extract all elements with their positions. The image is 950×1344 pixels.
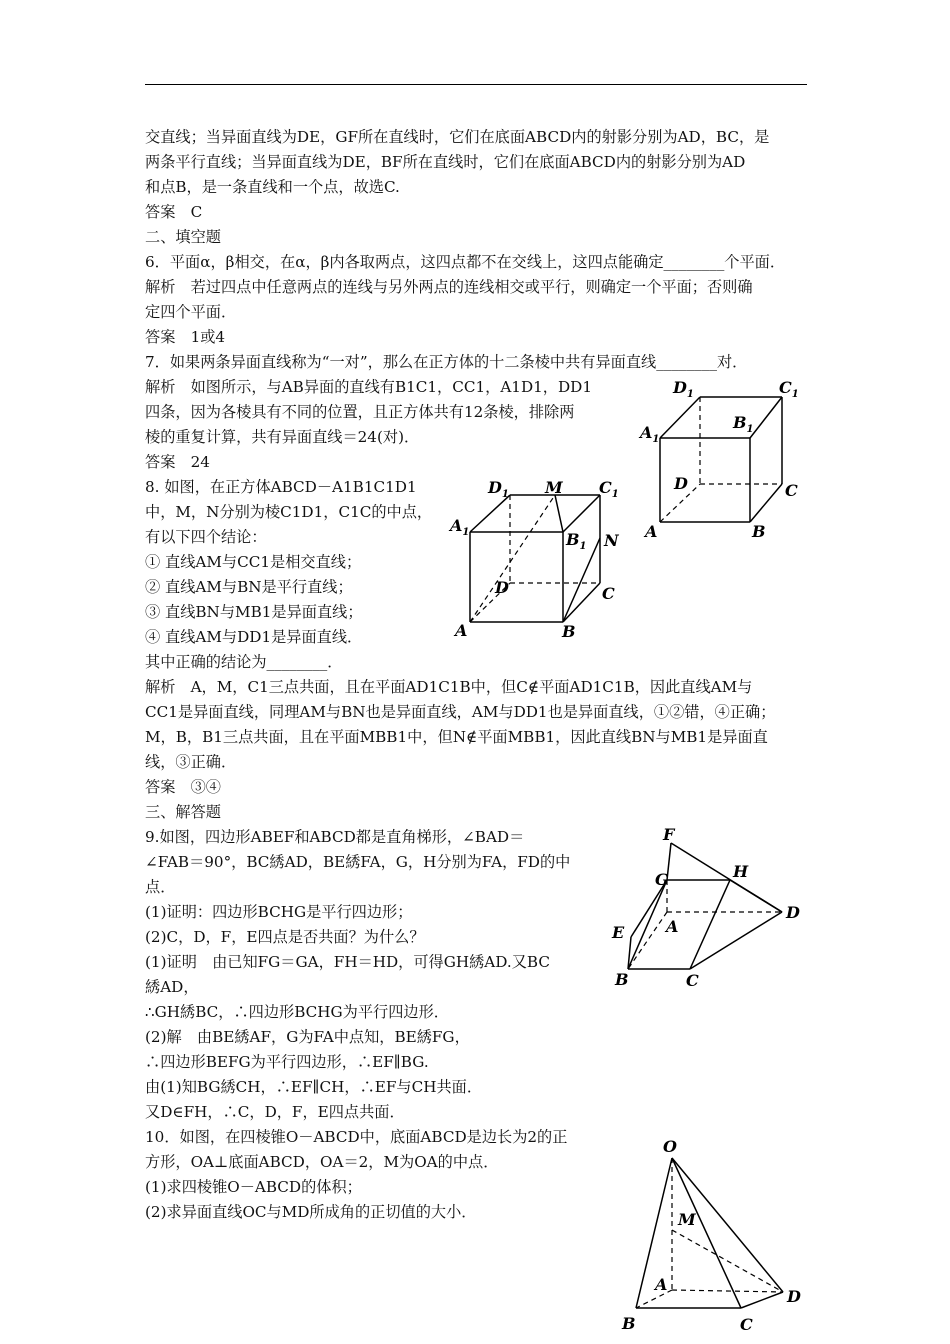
vertex-label: B	[752, 522, 766, 541]
answer-line: 答案 ③④	[145, 778, 221, 796]
text-line: 定四个平面．	[145, 303, 237, 321]
question-6: 6．平面α，β相交，在α，β内各取两点，这四点都不在交线上，这四点能确定________个平面．	[145, 253, 786, 271]
question-8: 8. 如图，在正方体ABCD－A1B1C1D1	[145, 478, 417, 496]
answer-line: 答案 1或4	[145, 328, 226, 346]
vertex-label: $C_1$	[599, 478, 619, 500]
vertex-label: $A_1$	[450, 516, 470, 538]
section-heading: 三、解答题	[145, 803, 221, 821]
text-line: (1)证明：四边形BCHG是平行四边形；	[145, 903, 413, 921]
section-heading: 二、填空题	[145, 228, 221, 246]
text-line: 又D∈FH，∴C，D，F，E四点共面．	[145, 1103, 405, 1121]
text-line: ∴四边形BEFG为平行四边形，∴EF∥BG.	[145, 1053, 429, 1071]
text-line: 线，③正确．	[145, 753, 237, 771]
vertex-label: C	[785, 481, 798, 500]
vertex-label: C	[602, 584, 615, 603]
vertex-label: A	[666, 917, 679, 936]
text-line: 解析 若过四点中任意两点的连线与另外两点的连线相交或平行，则确定一个平面；否则确	[145, 278, 753, 296]
vertex-label: $B_1$	[733, 413, 754, 435]
text-line: M，B，B1三点共面，且在平面MBB1中，但N∉平面MBB1，因此直线BN与MB1是异面直	[145, 728, 768, 746]
text-line: 解析 如图所示，与AB异面的直线有B1C1，CC1，A1D1，DD1	[145, 378, 593, 396]
text-line: (1)证明 由已知FG＝GA，FH＝HD，可得GH綉AD.又BC	[145, 953, 550, 971]
text-line: 其中正确的结论为________．	[145, 653, 343, 671]
text-line: (2)解 由BE綉AF，G为FA中点知，BE綉FG，	[145, 1028, 470, 1046]
text-line: ① 直线AM与CC1是相交直线；	[145, 553, 362, 571]
text-line: ∠FAB＝90°，BC綉AD，BE綉FA，G，H分别为FA，FD的中	[145, 853, 571, 871]
text-line: 四条，因为各棱具有不同的位置，且正方体共有12条棱，排除两	[145, 403, 575, 421]
vertex-label: B	[622, 1314, 636, 1333]
text-line: 中，M，N分别为棱C1D1，C1C的中点，	[145, 503, 433, 521]
text-line: 綉AD，	[145, 978, 199, 996]
vertex-label: G	[655, 870, 669, 889]
vertex-label: A	[655, 1275, 668, 1294]
vertex-label: A	[455, 621, 468, 640]
text-line: 两条平行直线；当异面直线为DE，BF所在直线时，它们在底面ABCD内的射影分别为AD	[145, 153, 746, 171]
vertex-label: $A_1$	[640, 423, 660, 445]
text-line: (1)求四棱锥O－ABCD的体积；	[145, 1178, 362, 1196]
vertex-label: N	[604, 531, 619, 550]
vertex-label: $D_1$	[673, 378, 694, 400]
text-line: 解析 A，M，C1三点共面，且在平面AD1C1B中，但C∉平面AD1C1B，因此直线AM与	[145, 678, 753, 696]
vertex-label: $C_1$	[779, 378, 799, 400]
vertex-label: O	[663, 1137, 677, 1156]
text-line: ③ 直线BN与MB1是异面直线；	[145, 603, 363, 621]
vertex-label: F	[663, 825, 675, 844]
vertex-label: M	[678, 1210, 696, 1229]
text-line: 和点B，是一条直线和一个点，故选C.	[145, 178, 400, 196]
vertex-label: B	[562, 622, 576, 641]
answer-line: 答案 C	[145, 203, 203, 221]
vertex-label: A	[645, 522, 658, 541]
text-line: 交直线；当异面直线为DE，GF所在直线时，它们在底面ABCD内的射影分别为AD，BC，是	[145, 128, 770, 146]
text-line: 有以下四个结论：	[145, 528, 267, 546]
vertex-label: C	[740, 1315, 753, 1334]
text-line: 由(1)知BG綉CH，∴EF∥CH，∴EF与CH共面．	[145, 1078, 483, 1096]
text-line: 棱的重复计算，共有异面直线＝24(对)．	[145, 428, 420, 446]
answer-line: 答案 24	[145, 453, 210, 471]
text-line: ② 直线AM与BN是平行直线；	[145, 578, 353, 596]
vertex-label: D	[787, 1287, 801, 1306]
text-line: 方形，OA⊥底面ABCD，OA＝2，M为OA的中点．	[145, 1153, 499, 1171]
vertex-label: E	[612, 923, 625, 942]
vertex-label: D	[495, 578, 509, 597]
vertex-label: $B_1$	[566, 530, 587, 552]
text-line: ④ 直线AM与DD1是异面直线．	[145, 628, 363, 646]
text-line: (2)C，D，F，E四点是否共面？为什么？	[145, 928, 425, 946]
text-line: CC1是异面直线，同理AM与BN也是异面直线，AM与DD1也是异面直线，①②错，④正确；	[145, 703, 776, 721]
question-10: 10．如图，在四棱锥O－ABCD中，底面ABCD是边长为2的正	[145, 1128, 568, 1146]
vertex-label: H	[733, 862, 749, 881]
question-9: 9.如图，四边形ABEF和ABCD都是直角梯形，∠BAD＝	[145, 828, 525, 846]
vertex-label: $D_1$	[488, 478, 509, 500]
vertex-label: D	[674, 474, 688, 493]
vertex-label: B	[615, 970, 629, 989]
vertex-label: C	[686, 971, 699, 990]
question-7: 7．如果两条异面直线称为“一对”，那么在正方体的十二条棱中共有异面直线________对．	[145, 353, 748, 371]
text-line: ∴GH綉BC，∴四边形BCHG为平行四边形．	[145, 1003, 449, 1021]
text-line: (2)求异面直线OC与MD所成角的正切值的大小．	[145, 1203, 477, 1221]
vertex-label: D	[786, 903, 800, 922]
vertex-label: M	[545, 478, 563, 497]
text-line: 点．	[145, 878, 176, 896]
